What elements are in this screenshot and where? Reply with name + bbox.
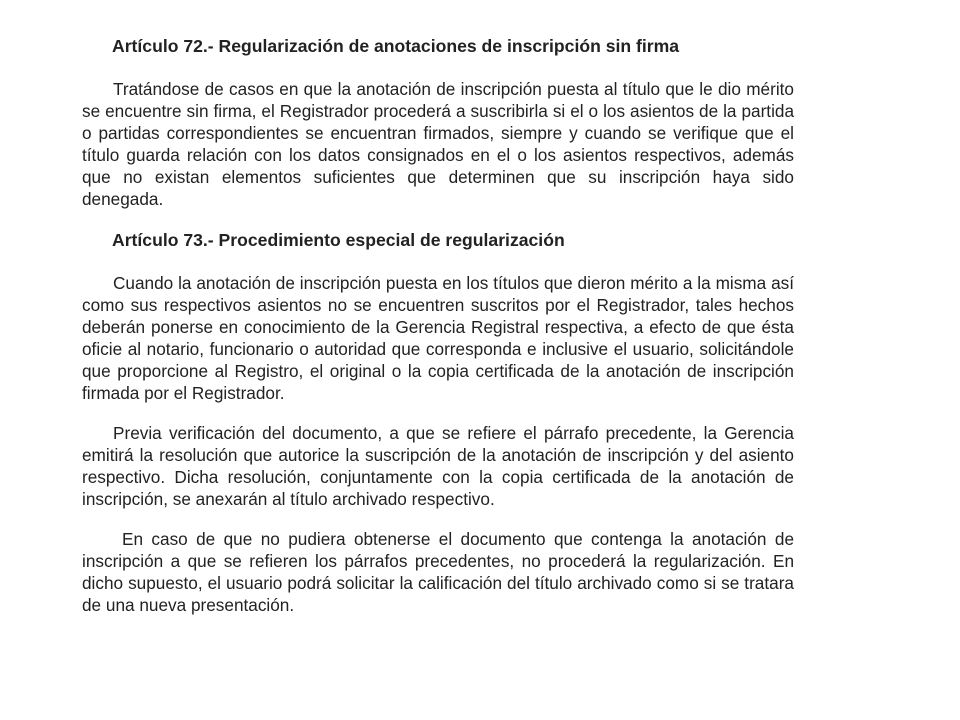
article-72-heading: Artículo 72.- Regularización de anotaciones de inscripción sin firma xyxy=(112,36,680,56)
article-73-heading: Artículo 73.- Procedimiento especial de regularización xyxy=(112,230,565,250)
article-73-paragraph-2: Previa verificación del documento, a que se refiere el párrafo precedente, la Gerencia emitirá la resolución que autorice la suscripción de la anotación de inscripción y del asiento respectivo. Dicha resolución, conjuntamente con la copia certificada de la anotación de inscripción, se anexarán al título archivado respectivo. xyxy=(82,423,794,509)
article-73-paragraph-1: Cuando la anotación de inscripción puesta en los títulos que dieron mérito a la misma así como sus respectivos asientos no se encuentren suscritos por el Registrador, tales hechos deberán ponerse en conocimiento de la Gerencia Registral respectiva, a efecto de que ésta oficie al notario, funcionario o autoridad que corresponda e inclusive el usuario, solicitándole que proporcione al Registro, el original o la copia certificada de la anotación de inscripción firmada por el Registrador. xyxy=(82,273,794,403)
document-body xyxy=(82,34,794,616)
article-73-paragraph-3: En caso de que no pudiera obtenerse el documento que contenga la anotación de inscripción a que se refieren los párrafos precedentes, no procederá la regularización. En dicho supuesto, el usuario podrá solicitar la calificación del título archivado como si se tratara de una nueva presentación. xyxy=(82,529,794,615)
article-72-paragraph: Tratándose de casos en que la anotación de inscripción puesta al título que le dio mérito se encuentre sin firma, el Registrador procederá a suscribirla si el o los asientos de la partida o partidas correspondientes se encuentran firmados, siempre y cuando se verifique que el título guarda relación con los datos consignados en el o los asientos respectivos, además que no existan elementos suficientes que determinen que su inscripción haya sido denegada. xyxy=(82,79,794,209)
